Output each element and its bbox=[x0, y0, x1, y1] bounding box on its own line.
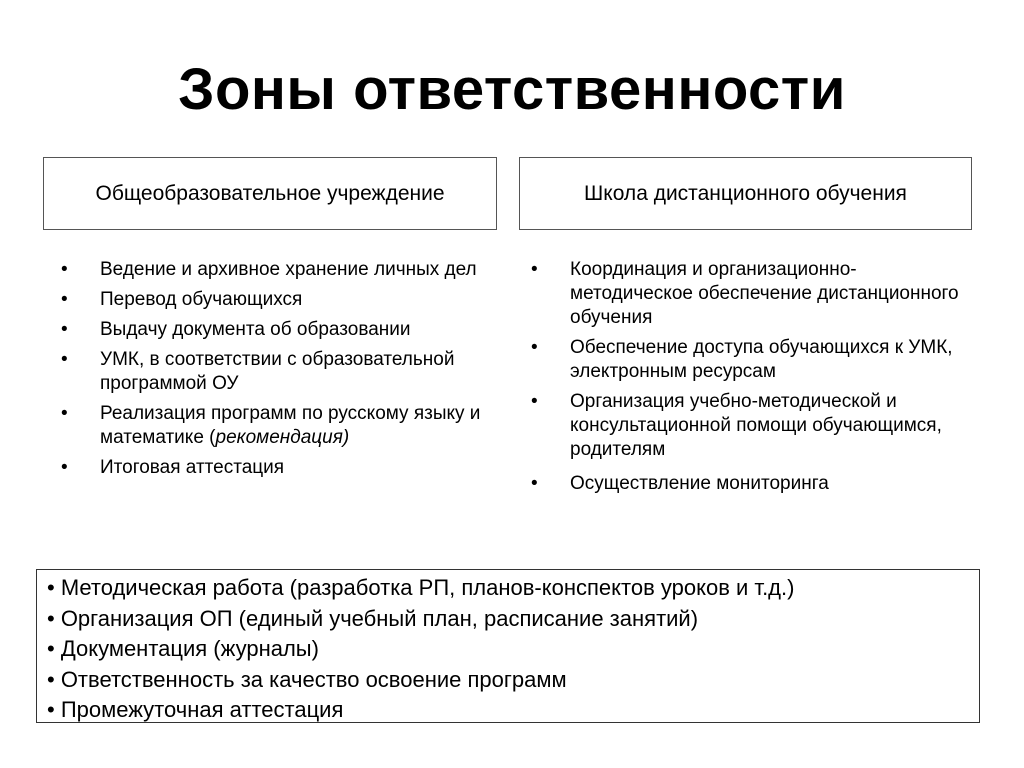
school-header-box bbox=[43, 157, 497, 230]
bullet-icon: • bbox=[531, 337, 538, 358]
shared-item: • Организация ОП (единый учебный план, расписание занятий) bbox=[47, 605, 699, 631]
list-item-text: Координация и организационно-методическое обеспечение дистанционного обучения bbox=[570, 259, 959, 328]
list-item bbox=[525, 390, 970, 462]
list-item-text: УМК, в соответствии с образовательной программой ОУ bbox=[100, 349, 455, 394]
bullet-icon: • bbox=[531, 391, 538, 412]
bullet-icon: • bbox=[531, 473, 538, 494]
recommendation-note: рекомендация) bbox=[215, 427, 350, 448]
shared-item: • Документация (журналы) bbox=[47, 636, 319, 661]
list-item bbox=[55, 318, 495, 342]
shared-responsibilities-box bbox=[36, 569, 980, 723]
list-item-text: Осуществление мониторинга bbox=[570, 473, 829, 494]
bullet-icon: • bbox=[61, 289, 68, 310]
shared-item: • Ответственность за качество освоение программ bbox=[47, 666, 567, 692]
list-item-text: Реализация программ по русскому языку и математике ( bbox=[100, 403, 481, 448]
distance-school-responsibilities-list bbox=[525, 258, 970, 502]
bullet-icon: • bbox=[61, 403, 68, 424]
list-item-text: Перевод обучающихся bbox=[100, 289, 303, 310]
list-item bbox=[55, 348, 495, 396]
bullet-icon: • bbox=[61, 349, 68, 370]
list-item bbox=[55, 258, 495, 282]
list-item-text: Итоговая аттестация bbox=[100, 457, 285, 478]
bullet-icon: • bbox=[61, 319, 68, 340]
list-item bbox=[55, 456, 495, 480]
list-item bbox=[525, 258, 970, 330]
page-title: Зоны ответственности bbox=[178, 57, 846, 122]
bullet-icon: • bbox=[61, 259, 68, 280]
list-item-text: Организация учебно-методической и консультационной помощи обучающимся, родителям bbox=[570, 391, 942, 460]
shared-item: • Промежуточная аттестация bbox=[47, 697, 344, 722]
distance-school-header-box bbox=[519, 157, 972, 230]
distance-school-header-label: Школа дистанционного обучения bbox=[584, 181, 907, 205]
list-item-text: Обеспечение доступа обучающихся к УМК, электронным ресурсам bbox=[570, 337, 953, 382]
list-item bbox=[55, 288, 495, 312]
shared-item: • Методическая работа (разработка РП, планов-конспектов уроков и т.д.) bbox=[47, 575, 795, 600]
list-item-text: Ведение и архивное хранение личных дел bbox=[100, 259, 477, 280]
bullet-icon: • bbox=[61, 457, 68, 478]
school-responsibilities-list bbox=[55, 258, 495, 486]
list-item-text: Выдачу документа об образовании bbox=[100, 319, 411, 340]
school-header-label: Общеобразовательное учреждение bbox=[95, 181, 445, 205]
list-item bbox=[525, 472, 970, 496]
list-item bbox=[525, 336, 970, 384]
list-item bbox=[55, 402, 495, 450]
bullet-icon: • bbox=[531, 259, 538, 280]
